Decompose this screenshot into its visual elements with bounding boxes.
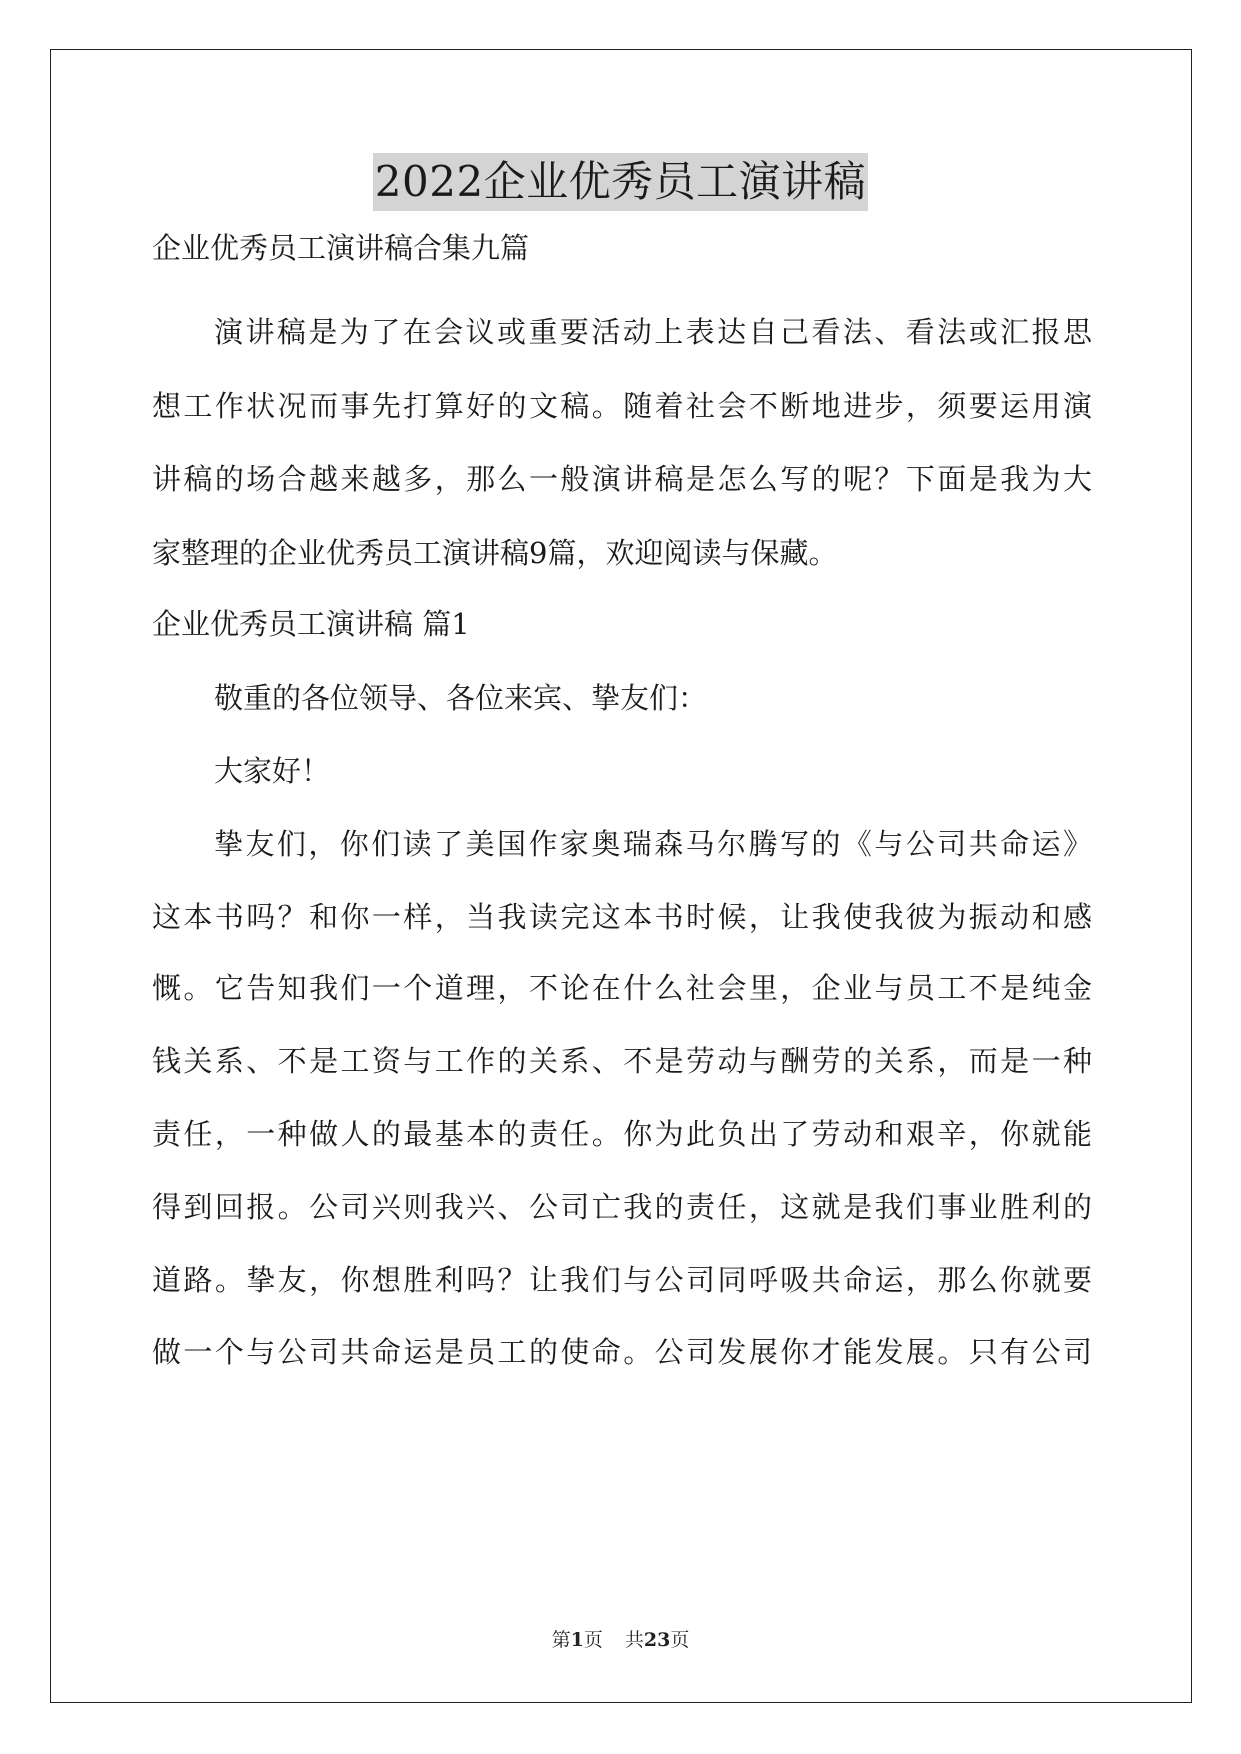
body-line: 慨。它告知我们一个道理，不论在什么社会里，企业与员工不是纯金 [152, 971, 1092, 1005]
intro-line: 演讲稿是为了在会议或重要活动上表达自己看法、看法或汇报思 [214, 315, 1092, 349]
page-number: 1 [570, 1629, 584, 1651]
intro-line: 家整理的企业优秀员工演讲稿9篇，欢迎阅读与保藏。 [152, 536, 838, 570]
document-title-text: 2022企业优秀员工演讲稿 [373, 153, 868, 211]
page-prefix: 第 [551, 1629, 571, 1651]
body-line: 挚友们，你们读了美国作家奥瑞森马尔腾写的《与公司共命运》 [214, 827, 1092, 861]
body-line: 这本书吗？和你一样，当我读完这本书时候，让我使我彼为振动和感 [152, 900, 1092, 934]
intro-line: 讲稿的场合越来越多，那么一般演讲稿是怎么写的呢？下面是我为大 [152, 462, 1092, 496]
total-pages: 23 [643, 1629, 671, 1651]
body-line: 得到回报。公司兴则我兴、公司亡我的责任，这就是我们事业胜利的 [152, 1190, 1092, 1224]
page-footer [0, 1627, 1241, 1653]
section-heading: 企业优秀员工演讲稿 篇1 [152, 607, 470, 641]
document-subtitle: 企业优秀员工演讲稿合集九篇 [152, 231, 530, 265]
body-line: 责任，一种做人的最基本的责任。你为此负出了劳动和艰辛，你就能 [152, 1117, 1092, 1151]
salutation: 敬重的各位领导、各位来宾、挚友们： [214, 681, 708, 715]
body-line: 道路。挚友，你想胜利吗？让我们与公司同呼吸共命运，那么你就要 [152, 1263, 1092, 1297]
page-suffix: 页 [583, 1629, 603, 1651]
greeting: 大家好！ [214, 754, 331, 788]
total-prefix: 共 [624, 1629, 644, 1651]
intro-line: 想工作状况而事先打算好的文稿。随着社会不断地进步，须要运用演 [152, 389, 1092, 423]
body-line: 钱关系、不是工资与工作的关系、不是劳动与酬劳的关系，而是一种 [152, 1044, 1092, 1078]
total-suffix: 页 [670, 1629, 690, 1651]
body-line: 做一个与公司共命运是员工的使命。公司发展你才能发展。只有公司 [152, 1335, 1092, 1369]
document-title [0, 153, 1241, 211]
page-border [50, 49, 1192, 1703]
